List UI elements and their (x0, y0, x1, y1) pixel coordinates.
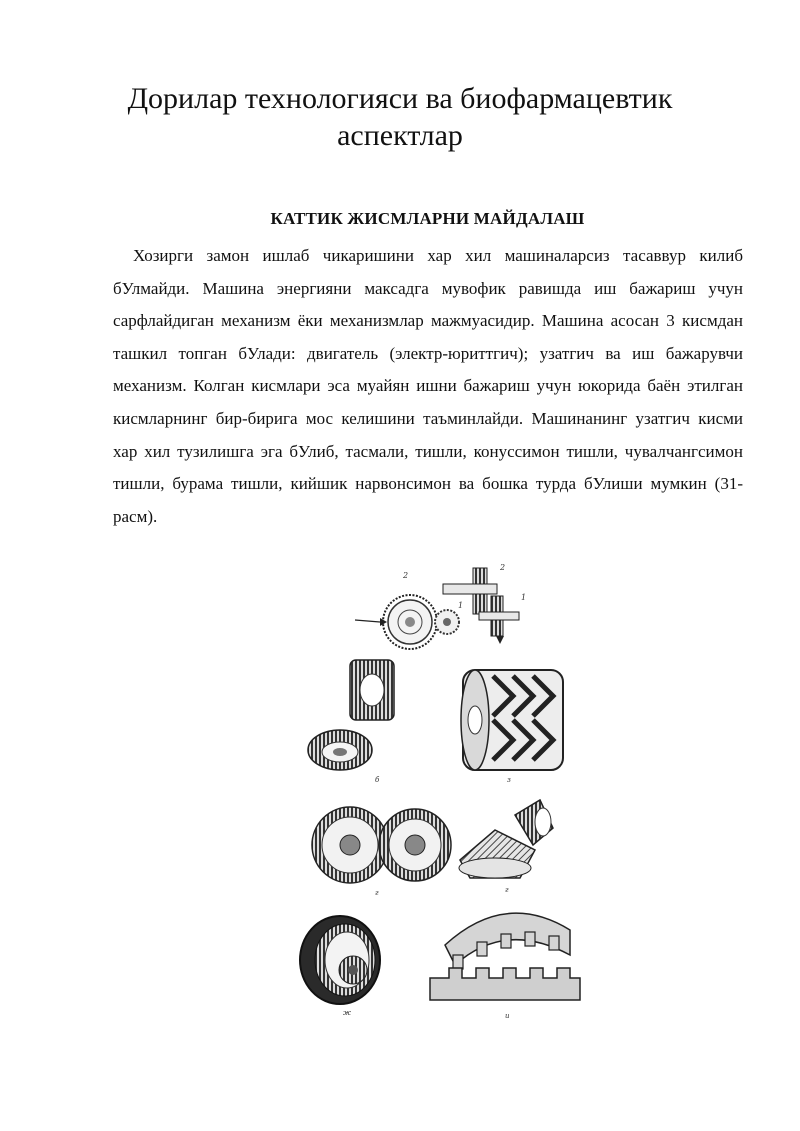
svg-text:г: г (505, 886, 509, 894)
rack-and-pinion-icon (430, 913, 580, 1020)
svg-text:2: 2 (403, 571, 409, 580)
bevel-gear-icon (459, 800, 553, 894)
helical-gear-pair-icon (312, 807, 451, 897)
svg-text:и: и (505, 1012, 510, 1020)
internal-gear-icon (300, 916, 380, 1017)
svg-text:б: б (375, 776, 380, 784)
svg-text:ж: ж (343, 1009, 351, 1017)
worm-gear-icon (443, 563, 526, 644)
page-title: Дорилар технологияси ва биофармацевтик аспектлар (127, 82, 673, 152)
svg-text:г: г (375, 889, 379, 897)
svg-text:1: 1 (458, 601, 464, 610)
herringbone-gear-icon (461, 670, 563, 784)
svg-text:з: з (507, 776, 511, 784)
gears-figure (295, 560, 595, 1040)
svg-text:1: 1 (521, 593, 527, 602)
section-heading: КАТТИК ЖИСМЛАРНИ МАЙДАЛАШ (270, 209, 585, 228)
spur-gear-pair-icon (355, 571, 463, 649)
body-paragraph: Хозирги замон ишлаб чикаришини хар хил машиналарсиз тасаввур килиб бУлмайди. Машина энергияни максадга мувофик равишда иш бажариш учун сарфлайдиган механизм ёки механизмлар мажмуасидир. Машина асосан 3 кисмдан ташкил топган бУлади: двигатель (электр-юриттгич); узатгич ва иш бажарувчи механизм. Колган кисмлари эса муайян ишни бажариш учун юкорида баён этилган кисмларнинг бир-бирига мос келишини таъминлайди. Машинанинг узатгич кисми хар хил тузилишга эга бУлиб, тасмали, тишли, конуссимон тишли, чувалчангсимон тишли, бурама тишли, кийшик нарвонсимон ва бошка турда бУлиши мумкин (31-расм). (113, 246, 743, 526)
spur-gear-icon (308, 660, 394, 784)
svg-text:2: 2 (500, 563, 506, 572)
